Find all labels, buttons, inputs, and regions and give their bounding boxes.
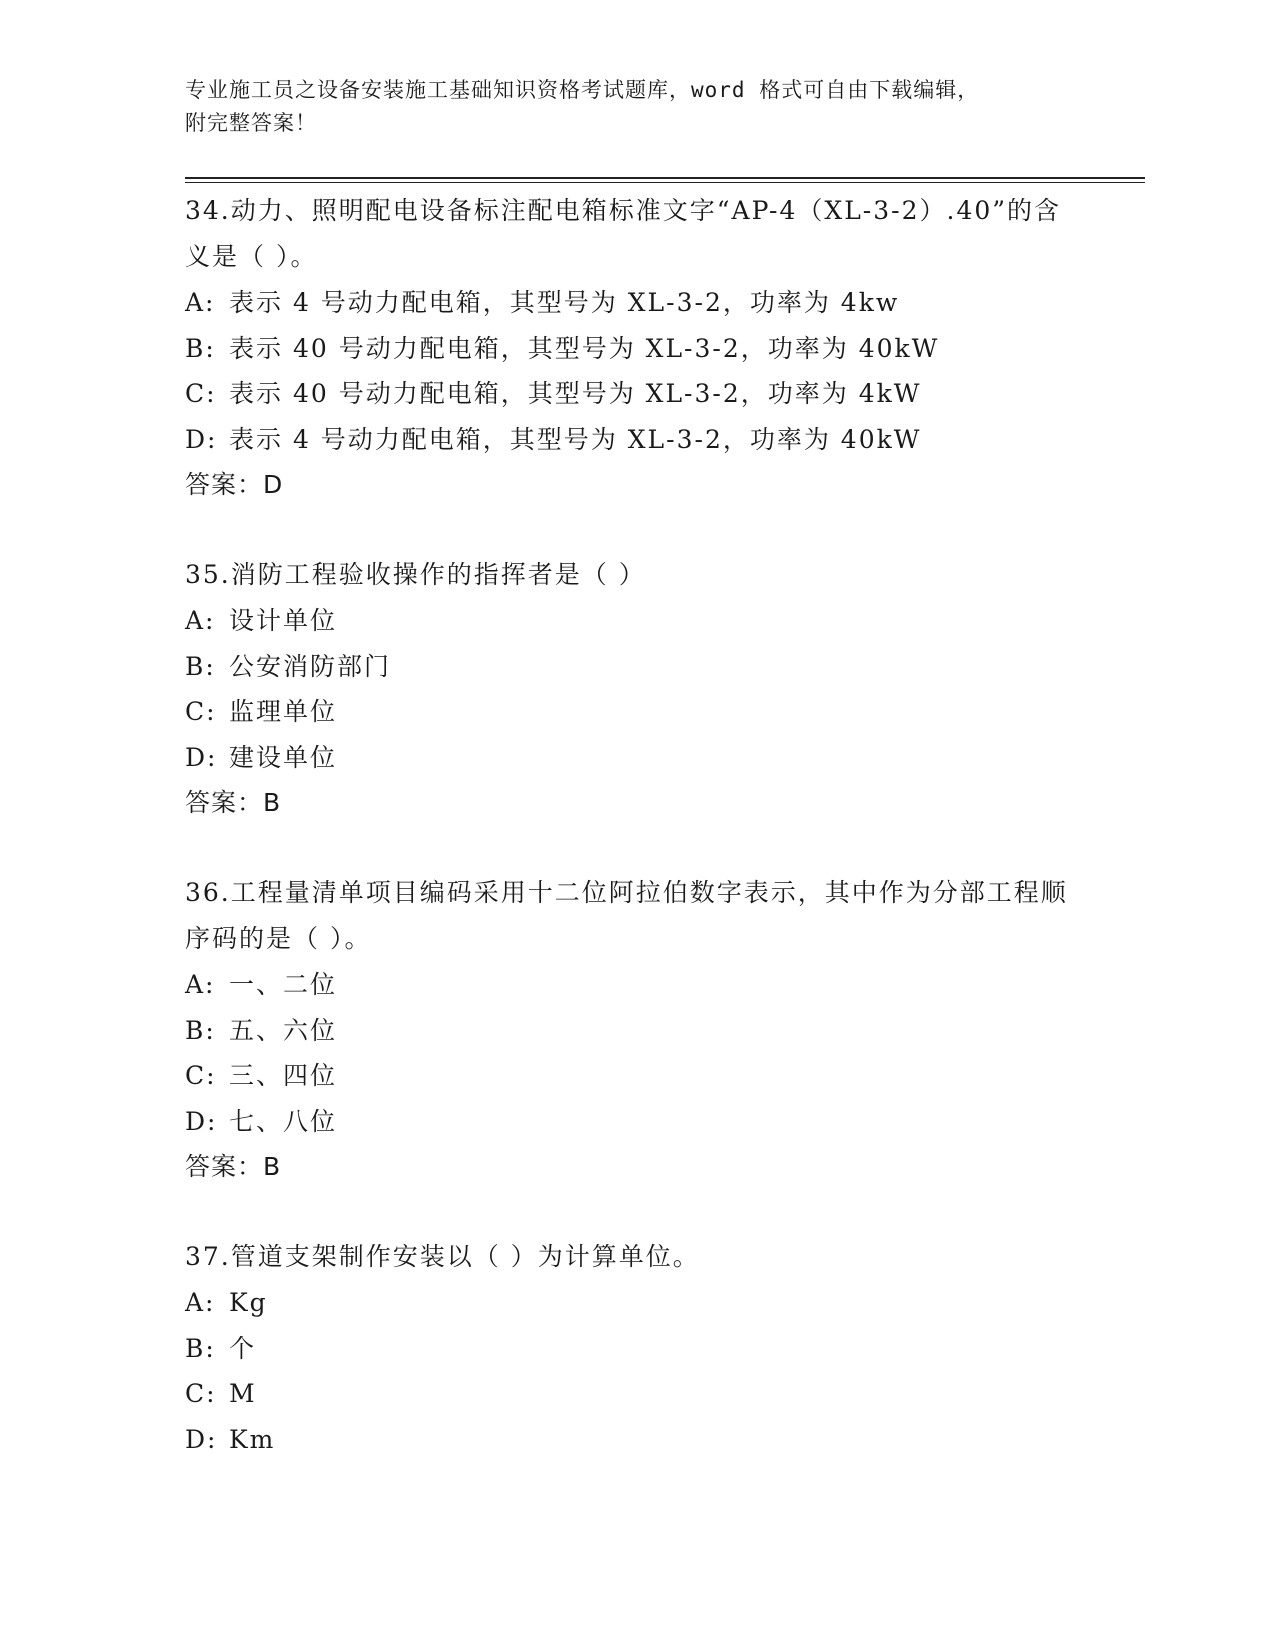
option-b [185, 644, 1085, 690]
option-text: 公安消防部门 [229, 651, 392, 681]
option-text: 三、四位 [229, 1061, 338, 1090]
question-text: 34.动力、照明配电设备标注配电箱标准文字“AP-4（XL-3-2）.40”的含义是（ ）。 [185, 196, 1062, 271]
question-spacer [185, 508, 1085, 552]
answer-line: 答案：D [185, 470, 284, 499]
option-letter: B: [185, 651, 216, 681]
option-letter: A: [185, 1288, 216, 1317]
option-a [185, 598, 1085, 644]
option-b [185, 1008, 1085, 1054]
option-letter: C: [185, 697, 217, 726]
option-b [185, 326, 1085, 372]
option-letter: D: [185, 742, 218, 772]
option-letter: B: [185, 1015, 216, 1045]
option-a [185, 962, 1085, 1008]
answer-line: 答案：B [185, 788, 282, 817]
question-text: 36.工程量清单项目编码采用十二位阿拉伯数字表示，其中作为分部工程顺序码的是（ ）。 [185, 878, 1068, 953]
header-divider-thin [185, 182, 1145, 183]
option-a [185, 1280, 1085, 1326]
option-d [185, 417, 1085, 463]
header-divider-thick [185, 177, 1145, 179]
answer-line: 答案：B [185, 1152, 282, 1181]
option-text: 监理单位 [229, 697, 338, 726]
option-text: 五、六位 [229, 1015, 338, 1045]
option-d [185, 1417, 1085, 1463]
option-a [185, 280, 1085, 326]
option-text: Kg [229, 1288, 268, 1317]
option-text: M [229, 1379, 257, 1408]
option-c [185, 1371, 1085, 1417]
header-line-2: 附完整答案！ [185, 111, 317, 135]
option-c [185, 371, 1085, 417]
option-d [185, 1099, 1085, 1145]
option-text: 表示 4 号动力配电箱，其型号为 XL-3-2，功率为 40kW [229, 424, 922, 454]
option-letter: A: [185, 288, 216, 317]
option-letter: C: [185, 1379, 217, 1408]
question-text: 35.消防工程验收操作的指挥者是（ ） [185, 560, 646, 589]
option-d [185, 735, 1085, 781]
option-text: 建设单位 [229, 742, 338, 772]
option-text: 表示 4 号动力配电箱，其型号为 XL-3-2，功率为 4kw [229, 288, 900, 317]
option-c [185, 1053, 1085, 1099]
question-text: 37.管道支架制作安装以（ ）为计算单位。 [185, 1242, 700, 1271]
question-35 [185, 552, 1085, 826]
question-spacer [185, 1190, 1085, 1234]
option-text: 七、八位 [229, 1106, 338, 1136]
option-c [185, 689, 1085, 735]
option-text: 表示 40 号动力配电箱，其型号为 XL-3-2，功率为 40kW [229, 333, 940, 363]
option-letter: C: [185, 1061, 217, 1090]
option-letter: A: [185, 970, 216, 999]
option-letter: B: [185, 1333, 216, 1363]
question-36 [185, 870, 1085, 1190]
header-line-1: 专业施工员之设备安装施工基础知识资格考试题库，word 格式可自由下载编辑， [185, 78, 980, 102]
question-34 [185, 188, 1085, 508]
question-list [185, 188, 1085, 1462]
option-letter: B: [185, 333, 216, 363]
option-b [185, 1326, 1085, 1372]
question-37 [185, 1234, 1085, 1462]
option-letter: D: [185, 1424, 218, 1454]
option-text: Km [229, 1424, 276, 1454]
document-header [185, 74, 1065, 140]
option-letter: A: [185, 606, 216, 635]
option-text: 表示 40 号动力配电箱，其型号为 XL-3-2，功率为 4kW [229, 379, 922, 408]
question-spacer [185, 826, 1085, 870]
option-letter: D: [185, 424, 218, 454]
option-letter: C: [185, 379, 217, 408]
option-text: 一、二位 [229, 970, 338, 999]
option-text: 个 [229, 1333, 257, 1363]
option-letter: D: [185, 1106, 218, 1136]
option-text: 设计单位 [229, 606, 338, 635]
